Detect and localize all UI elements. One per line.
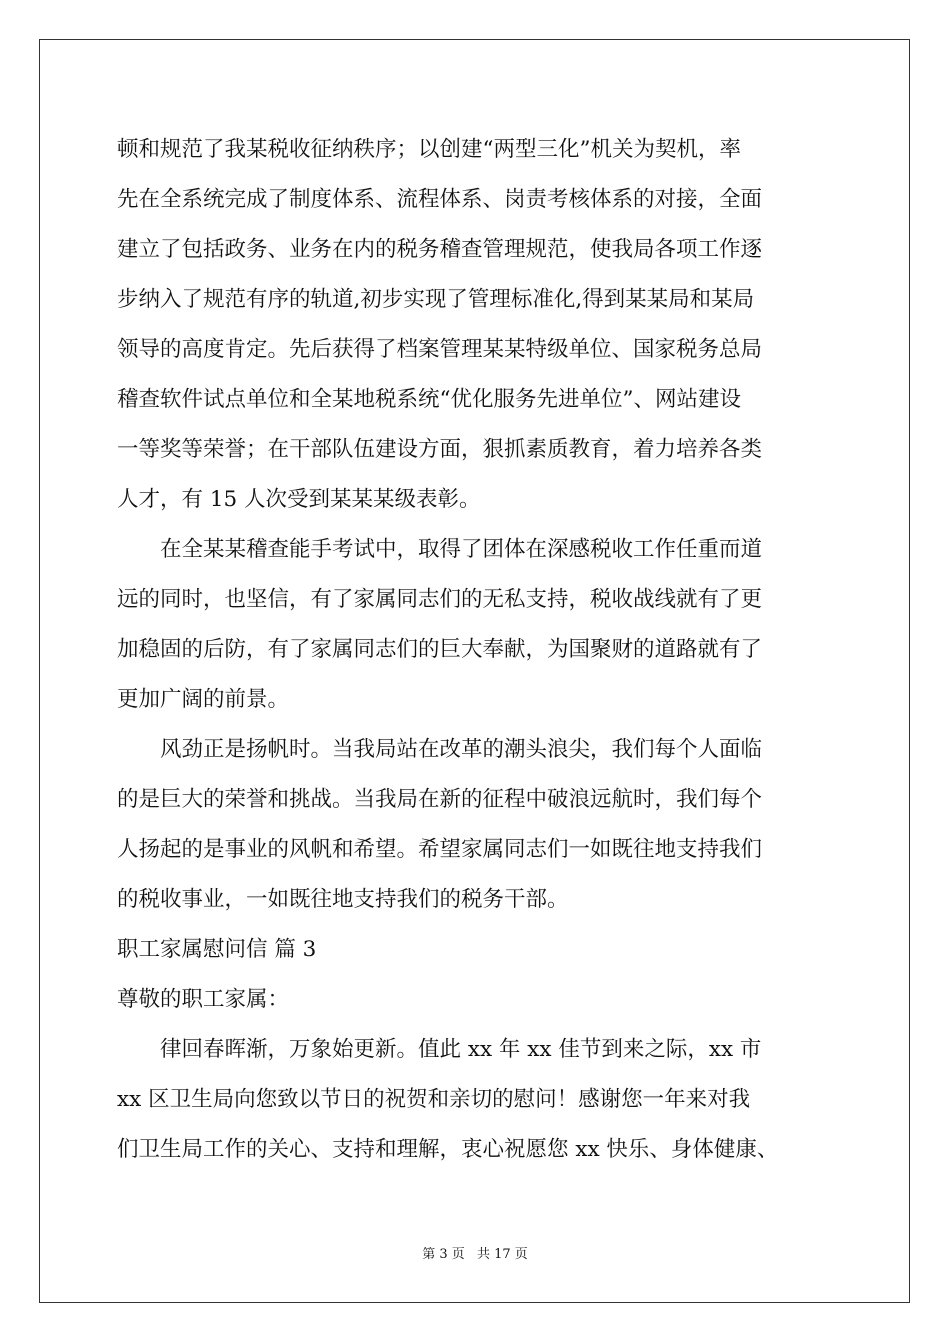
text-line: 的税收事业，一如既往地支持我们的税务干部。: [117, 887, 569, 912]
text-line: 稽查软件试点单位和全某地税系统“优化服务先进单位”、网站建设: [117, 387, 741, 412]
text-line: 人扬起的是事业的风帆和希望。希望家属同志们一如既往地支持我们: [117, 837, 763, 862]
text-line: 人才，有 15 人次受到某某某级表彰。: [117, 487, 481, 512]
text-line: 一等奖等荣誉；在干部队伍建设方面，狠抓素质教育，着力培养各类: [117, 437, 763, 462]
page-number: 第 3 页: [422, 1247, 465, 1262]
paragraph-start-line: 在全某某稽查能手考试中，取得了团体在深感税收工作任重而道: [117, 537, 763, 562]
text-line: 步纳入了规范有序的轨道,初步实现了管理标准化,得到某某局和某局: [117, 287, 755, 312]
salutation: 尊敬的职工家属：: [117, 987, 290, 1012]
text-line: 的是巨大的荣誉和挑战。当我局在新的征程中破浪远航时，我们每个: [117, 787, 763, 812]
text-line: 远的同时，也坚信，有了家属同志们的无私支持，税收战线就有了更: [117, 587, 763, 612]
paragraph-start-line: 风劲正是扬帆时。当我局站在改革的潮头浪尖，我们每个人面临: [117, 737, 763, 762]
page-footer: [0, 1246, 950, 1264]
text-line: 加稳固的后防，有了家属同志们的巨大奉献，为国聚财的道路就有了: [117, 637, 763, 662]
text-line: 们卫生局工作的关心、支持和理解，衷心祝愿您 xx 快乐、身体健康、: [117, 1137, 779, 1162]
text-line: 领导的高度肯定。先后获得了档案管理某某特级单位、国家税务总局: [117, 337, 763, 362]
text-line: xx 区卫生局向您致以节日的祝贺和亲切的慰问！感谢您一年来对我: [117, 1087, 751, 1112]
text-line: 建立了包括政务、业务在内的税务稽查管理规范，使我局各项工作逐: [117, 237, 763, 262]
section-heading: 职工家属慰问信 篇 3: [117, 937, 317, 962]
page-total: 共 17 页: [476, 1247, 528, 1262]
text-line: 顿和规范了我某税收征纳秩序；以创建“两型三化”机关为契机，率: [117, 137, 741, 162]
text-line: 更加广阔的前景。: [117, 687, 290, 712]
text-line: 先在全系统完成了制度体系、流程体系、岗责考核体系的对接，全面: [117, 187, 763, 212]
paragraph-start-line: 律回春晖渐，万象始更新。值此 xx 年 xx 佳节到来之际，xx 市: [117, 1037, 762, 1062]
